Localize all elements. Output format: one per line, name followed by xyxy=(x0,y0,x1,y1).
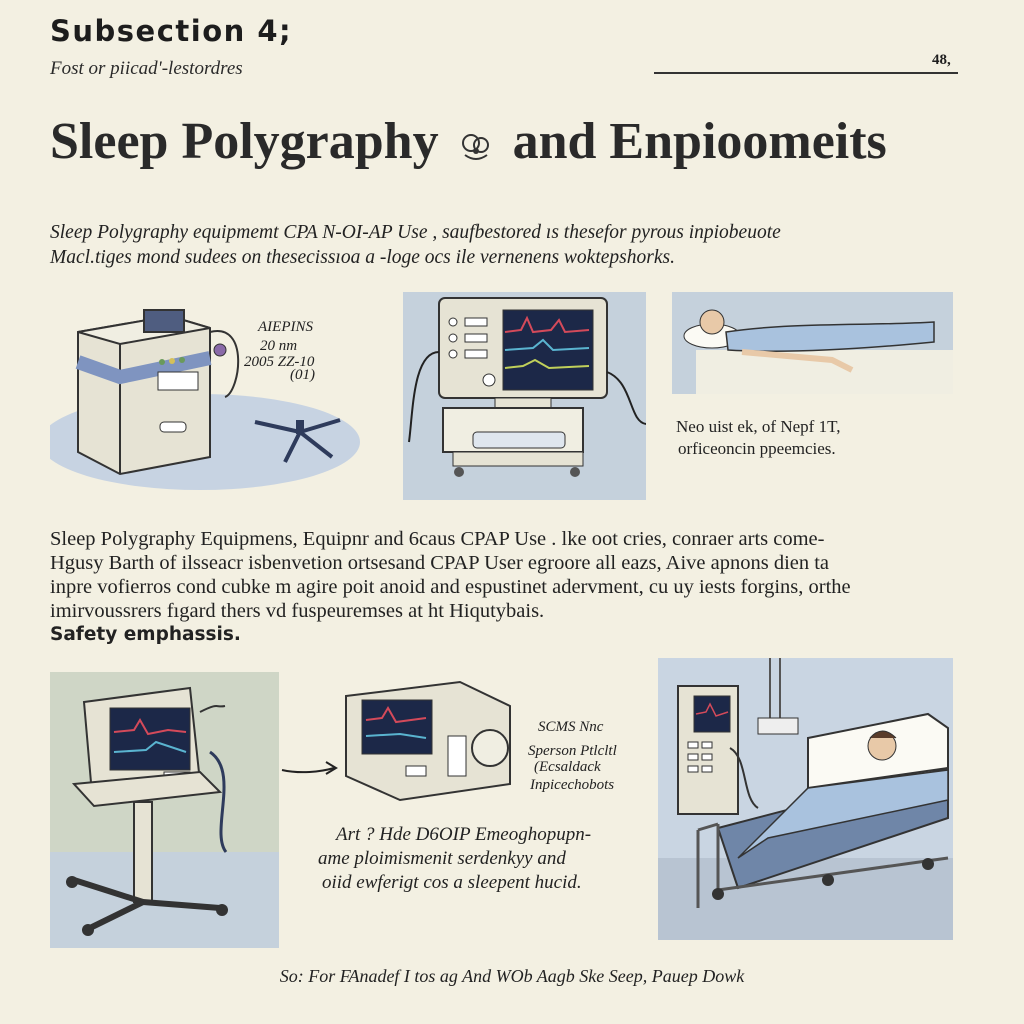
body-line: inpre vofierros cond cubke m agire poit anoid and espustinet adervment, cu uy iests forgins, orthe xyxy=(50,576,851,598)
illustration1-spec: 2005 ZZ‑10 xyxy=(244,354,315,370)
header-rule xyxy=(654,72,958,74)
sleep-ornament-icon xyxy=(455,121,497,163)
body-line: Hgusy Barth of ilsseacr isbenvetion ortsesand CPAP User egroore all eazs, Aive apnons dien ta xyxy=(50,552,830,574)
title-left: Sleep Polygraphy xyxy=(50,113,439,170)
footer-caption: So: For FAnadef I tos ag And WOb Aagb Ske Seep, Pauep Dowk xyxy=(279,966,745,986)
illustration-monitor-stand xyxy=(50,672,279,948)
illustration1-spec: (01) xyxy=(290,367,315,383)
illustration5-note: Sperson Ptlcltl xyxy=(528,743,617,759)
illustration-patient-bed xyxy=(658,658,953,940)
illustration3-caption: orficeoncin ppeemcies. xyxy=(678,439,836,458)
intro-line: Macl.tiges mond sudees on thesecissıoa a ‑loge ocs ile vernenens woktepshorks. xyxy=(50,247,675,268)
illustration1-spec: 20 nm xyxy=(260,338,298,354)
intro-line: Sleep Polygraphy equipmemt CPA N‑OI‑AP Use , saufbestored ıs thesefor pyrous inpiobeuote xyxy=(50,222,781,243)
illustration5-note: Inpicechobots xyxy=(530,777,615,793)
illustration-polygraphy-unit xyxy=(50,292,370,492)
illustration-patient-lying xyxy=(672,292,953,394)
illustration3-caption: Neo uist ek, of Nepf 1T, xyxy=(676,417,841,436)
subsection-subtitle: Fost or piicad'‑lestordres xyxy=(50,58,243,79)
page-title xyxy=(50,112,887,171)
illustration-cpap-device xyxy=(340,676,520,806)
page-number: 48, xyxy=(932,52,951,68)
safety-emphasis: Safety emphassis. xyxy=(50,624,241,645)
illustration-monitor-cart xyxy=(403,292,646,500)
illustration5-caption: oiid ewferigt cos a sleepent hucid. xyxy=(322,872,582,893)
illustration5-label: SCMS Nnc xyxy=(538,719,604,735)
arrow-icon xyxy=(280,750,340,795)
intro-paragraph xyxy=(50,220,970,270)
body-line: Sleep Polygraphy Equipmens, Equipnr and 6caus CPAP Use . lke oot cries, conraer arts come- xyxy=(50,528,825,550)
body-paragraph xyxy=(50,527,990,647)
subsection-heading: Subsection 4; xyxy=(50,14,293,48)
title-right: and Enpioomeits xyxy=(512,113,887,170)
illustration1-label: AIEPINS xyxy=(258,319,313,335)
body-line: imirvoussrers fıgard thers vd fuspeuremses at ht Hiqutybais. xyxy=(50,600,545,622)
illustration5-note: (Ecsaldack xyxy=(534,759,601,775)
illustration5-caption: ame ploimismenit serdenkyy and xyxy=(318,848,566,869)
illustration5-caption: Art ? Hde D6OIP Emeoghopupn- xyxy=(336,824,592,845)
